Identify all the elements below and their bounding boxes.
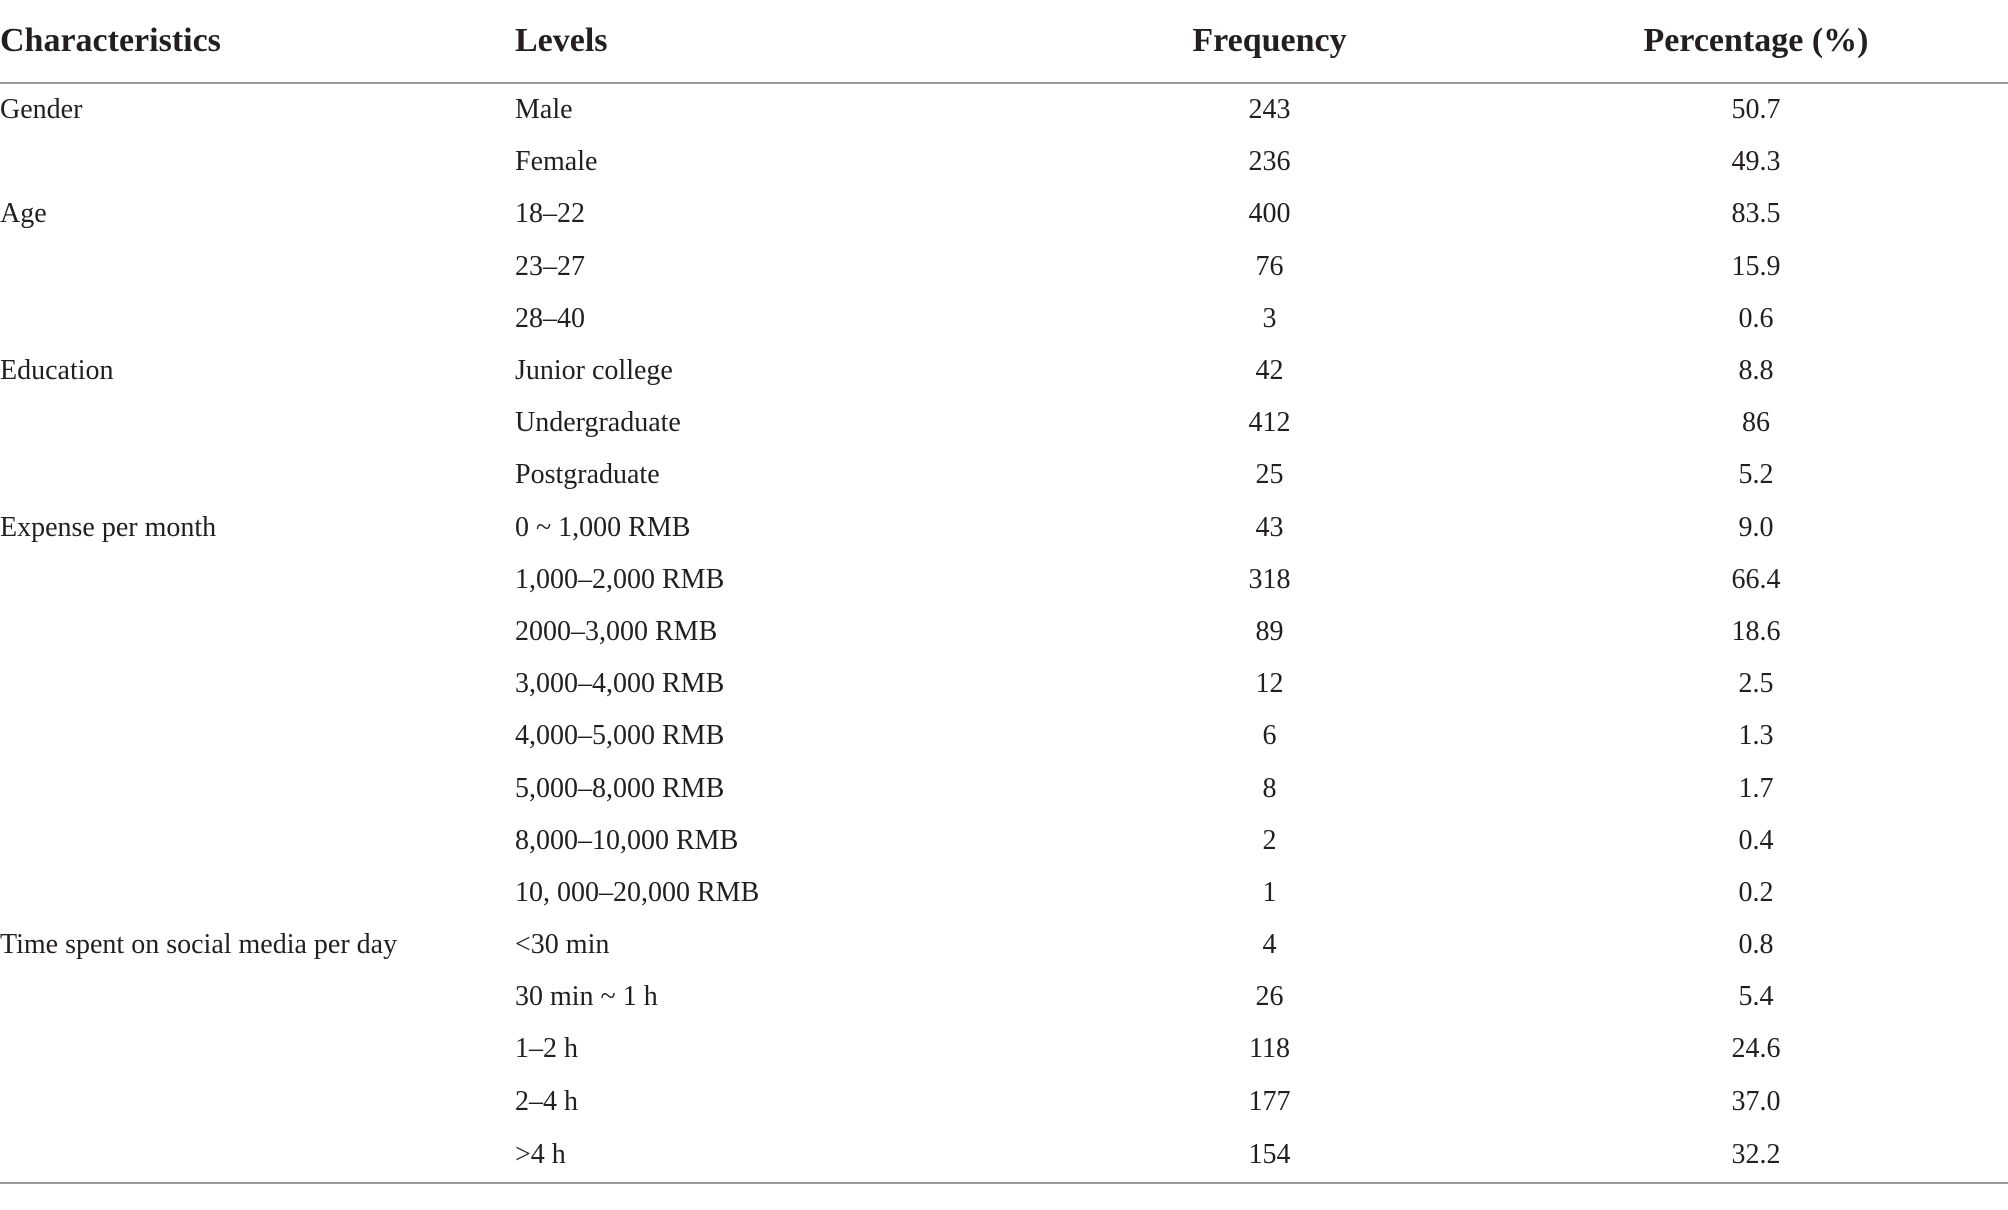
cell-level: >4 h <box>515 1128 1035 1183</box>
cell-percentage: 37.0 <box>1731 1085 1781 1117</box>
cell-level: Male <box>515 94 573 126</box>
cell-frequency: 26 <box>1255 981 1284 1013</box>
cell-level: Undergraduate <box>515 407 681 439</box>
header-frequency: Frequency <box>1035 0 1504 83</box>
cell-characteristic <box>0 293 515 345</box>
cell-percentage: 1.3 <box>1738 720 1774 752</box>
cell-frequency: 4 <box>1262 929 1277 961</box>
cell-level: 1,000–2,000 RMB <box>515 563 725 595</box>
cell-frequency: 25 <box>1255 459 1284 491</box>
cell-percentage: 5.4 <box>1738 981 1774 1013</box>
table-row <box>0 502 2008 554</box>
table-row <box>0 710 2008 762</box>
cell-level: 0 ~ 1,000 RMB <box>515 511 691 543</box>
table-row <box>0 136 2008 188</box>
cell-percentage: 18.6 <box>1731 615 1781 647</box>
table-header <box>0 0 2008 83</box>
table-row <box>0 554 2008 606</box>
table-row <box>0 606 2008 658</box>
cell-percentage: 15.9 <box>1731 250 1781 282</box>
header-percentage: Percentage (%) <box>1504 0 2008 83</box>
cell-frequency: 400 <box>1248 198 1291 230</box>
cell-frequency: 89 <box>1255 615 1284 647</box>
cell-frequency: 412 <box>1248 407 1291 439</box>
cell-characteristic: Expense per month <box>0 511 217 543</box>
table-row <box>0 397 2008 449</box>
header-levels: Levels <box>515 0 1035 83</box>
cell-level: 28–40 <box>515 302 585 334</box>
cell-percentage: 50.7 <box>1731 94 1781 126</box>
cell-frequency: 236 <box>1248 146 1291 178</box>
cell-percentage: 32.2 <box>1504 1128 2008 1183</box>
cell-characteristic <box>0 606 515 658</box>
cell-frequency: 318 <box>1248 563 1291 595</box>
cell-frequency: 6 <box>1262 720 1277 752</box>
cell-characteristic <box>0 397 515 449</box>
cell-level: 3,000–4,000 RMB <box>515 668 725 700</box>
cell-percentage: 9.0 <box>1738 511 1774 543</box>
cell-characteristic <box>0 710 515 762</box>
cell-characteristic <box>0 1023 515 1075</box>
table-row <box>0 83 2008 136</box>
cell-percentage: 1.7 <box>1738 772 1774 804</box>
cell-characteristic: Time spent on social media per day <box>0 929 398 961</box>
cell-characteristic <box>0 241 515 293</box>
cell-level: 2000–3,000 RMB <box>515 615 718 647</box>
cell-characteristic <box>0 1076 515 1128</box>
cell-characteristic <box>0 449 515 501</box>
table-row <box>0 658 2008 710</box>
cell-frequency: 42 <box>1255 355 1284 387</box>
cell-percentage: 86 <box>1742 407 1770 439</box>
cell-percentage: 83.5 <box>1731 198 1781 230</box>
table-row <box>0 762 2008 814</box>
cell-frequency: 1 <box>1262 876 1277 908</box>
cell-percentage: 24.6 <box>1731 1033 1781 1065</box>
cell-frequency: 177 <box>1248 1085 1291 1117</box>
cell-frequency: 43 <box>1255 511 1284 543</box>
cell-percentage: 8.8 <box>1738 355 1774 387</box>
cell-percentage: 0.6 <box>1738 302 1774 334</box>
table-row <box>0 449 2008 501</box>
cell-level: 1–2 h <box>515 1033 578 1065</box>
cell-characteristic <box>0 136 515 188</box>
cell-characteristic <box>0 1128 515 1183</box>
table-row <box>0 867 2008 919</box>
cell-characteristic <box>0 971 515 1023</box>
cell-percentage: 2.5 <box>1738 668 1774 700</box>
table-row <box>0 1076 2008 1128</box>
cell-percentage: 0.4 <box>1738 824 1774 856</box>
cell-percentage: 0.2 <box>1738 876 1774 908</box>
cell-characteristic <box>0 658 515 710</box>
cell-percentage: 5.2 <box>1738 459 1774 491</box>
cell-frequency: 2 <box>1262 824 1277 856</box>
table-row <box>0 919 2008 971</box>
cell-percentage: 49.3 <box>1731 146 1781 178</box>
table-row <box>0 241 2008 293</box>
cell-level: 2–4 h <box>515 1085 578 1117</box>
cell-characteristic: Education <box>0 355 114 387</box>
table-row <box>0 345 2008 397</box>
cell-characteristic <box>0 554 515 606</box>
cell-characteristic <box>0 867 515 919</box>
cell-frequency: 3 <box>1262 302 1277 334</box>
cell-frequency: 154 <box>1035 1128 1504 1183</box>
cell-level: Female <box>515 146 598 178</box>
cell-characteristic <box>0 815 515 867</box>
table-row <box>0 1128 2008 1183</box>
cell-characteristic: Gender <box>0 94 83 126</box>
header-characteristics: Characteristics <box>0 0 515 83</box>
cell-level: 30 min ~ 1 h <box>515 981 658 1013</box>
cell-frequency: 8 <box>1262 772 1277 804</box>
cell-level: 8,000–10,000 RMB <box>515 824 739 856</box>
cell-frequency: 118 <box>1249 1033 1290 1065</box>
header-row <box>0 0 2008 83</box>
cell-frequency: 76 <box>1255 250 1284 282</box>
table-row <box>0 1023 2008 1075</box>
cell-level: Postgraduate <box>515 459 660 491</box>
cell-level: 5,000–8,000 RMB <box>515 772 725 804</box>
table-body <box>0 83 2008 1183</box>
cell-percentage: 66.4 <box>1731 563 1781 595</box>
cell-frequency: 12 <box>1255 668 1284 700</box>
cell-level: 4,000–5,000 RMB <box>515 720 725 752</box>
cell-frequency: 243 <box>1248 94 1291 126</box>
cell-characteristic: Age <box>0 198 47 230</box>
cell-characteristic <box>0 762 515 814</box>
table-row <box>0 971 2008 1023</box>
table-row <box>0 188 2008 240</box>
cell-level: 23–27 <box>515 250 585 282</box>
cell-percentage: 0.8 <box>1738 929 1774 961</box>
cell-level: <30 min <box>515 929 610 961</box>
cell-level: 10, 000–20,000 RMB <box>515 876 760 908</box>
table-row <box>0 293 2008 345</box>
cell-level: 18–22 <box>515 198 585 230</box>
table-row <box>0 815 2008 867</box>
cell-level: Junior college <box>515 355 673 387</box>
